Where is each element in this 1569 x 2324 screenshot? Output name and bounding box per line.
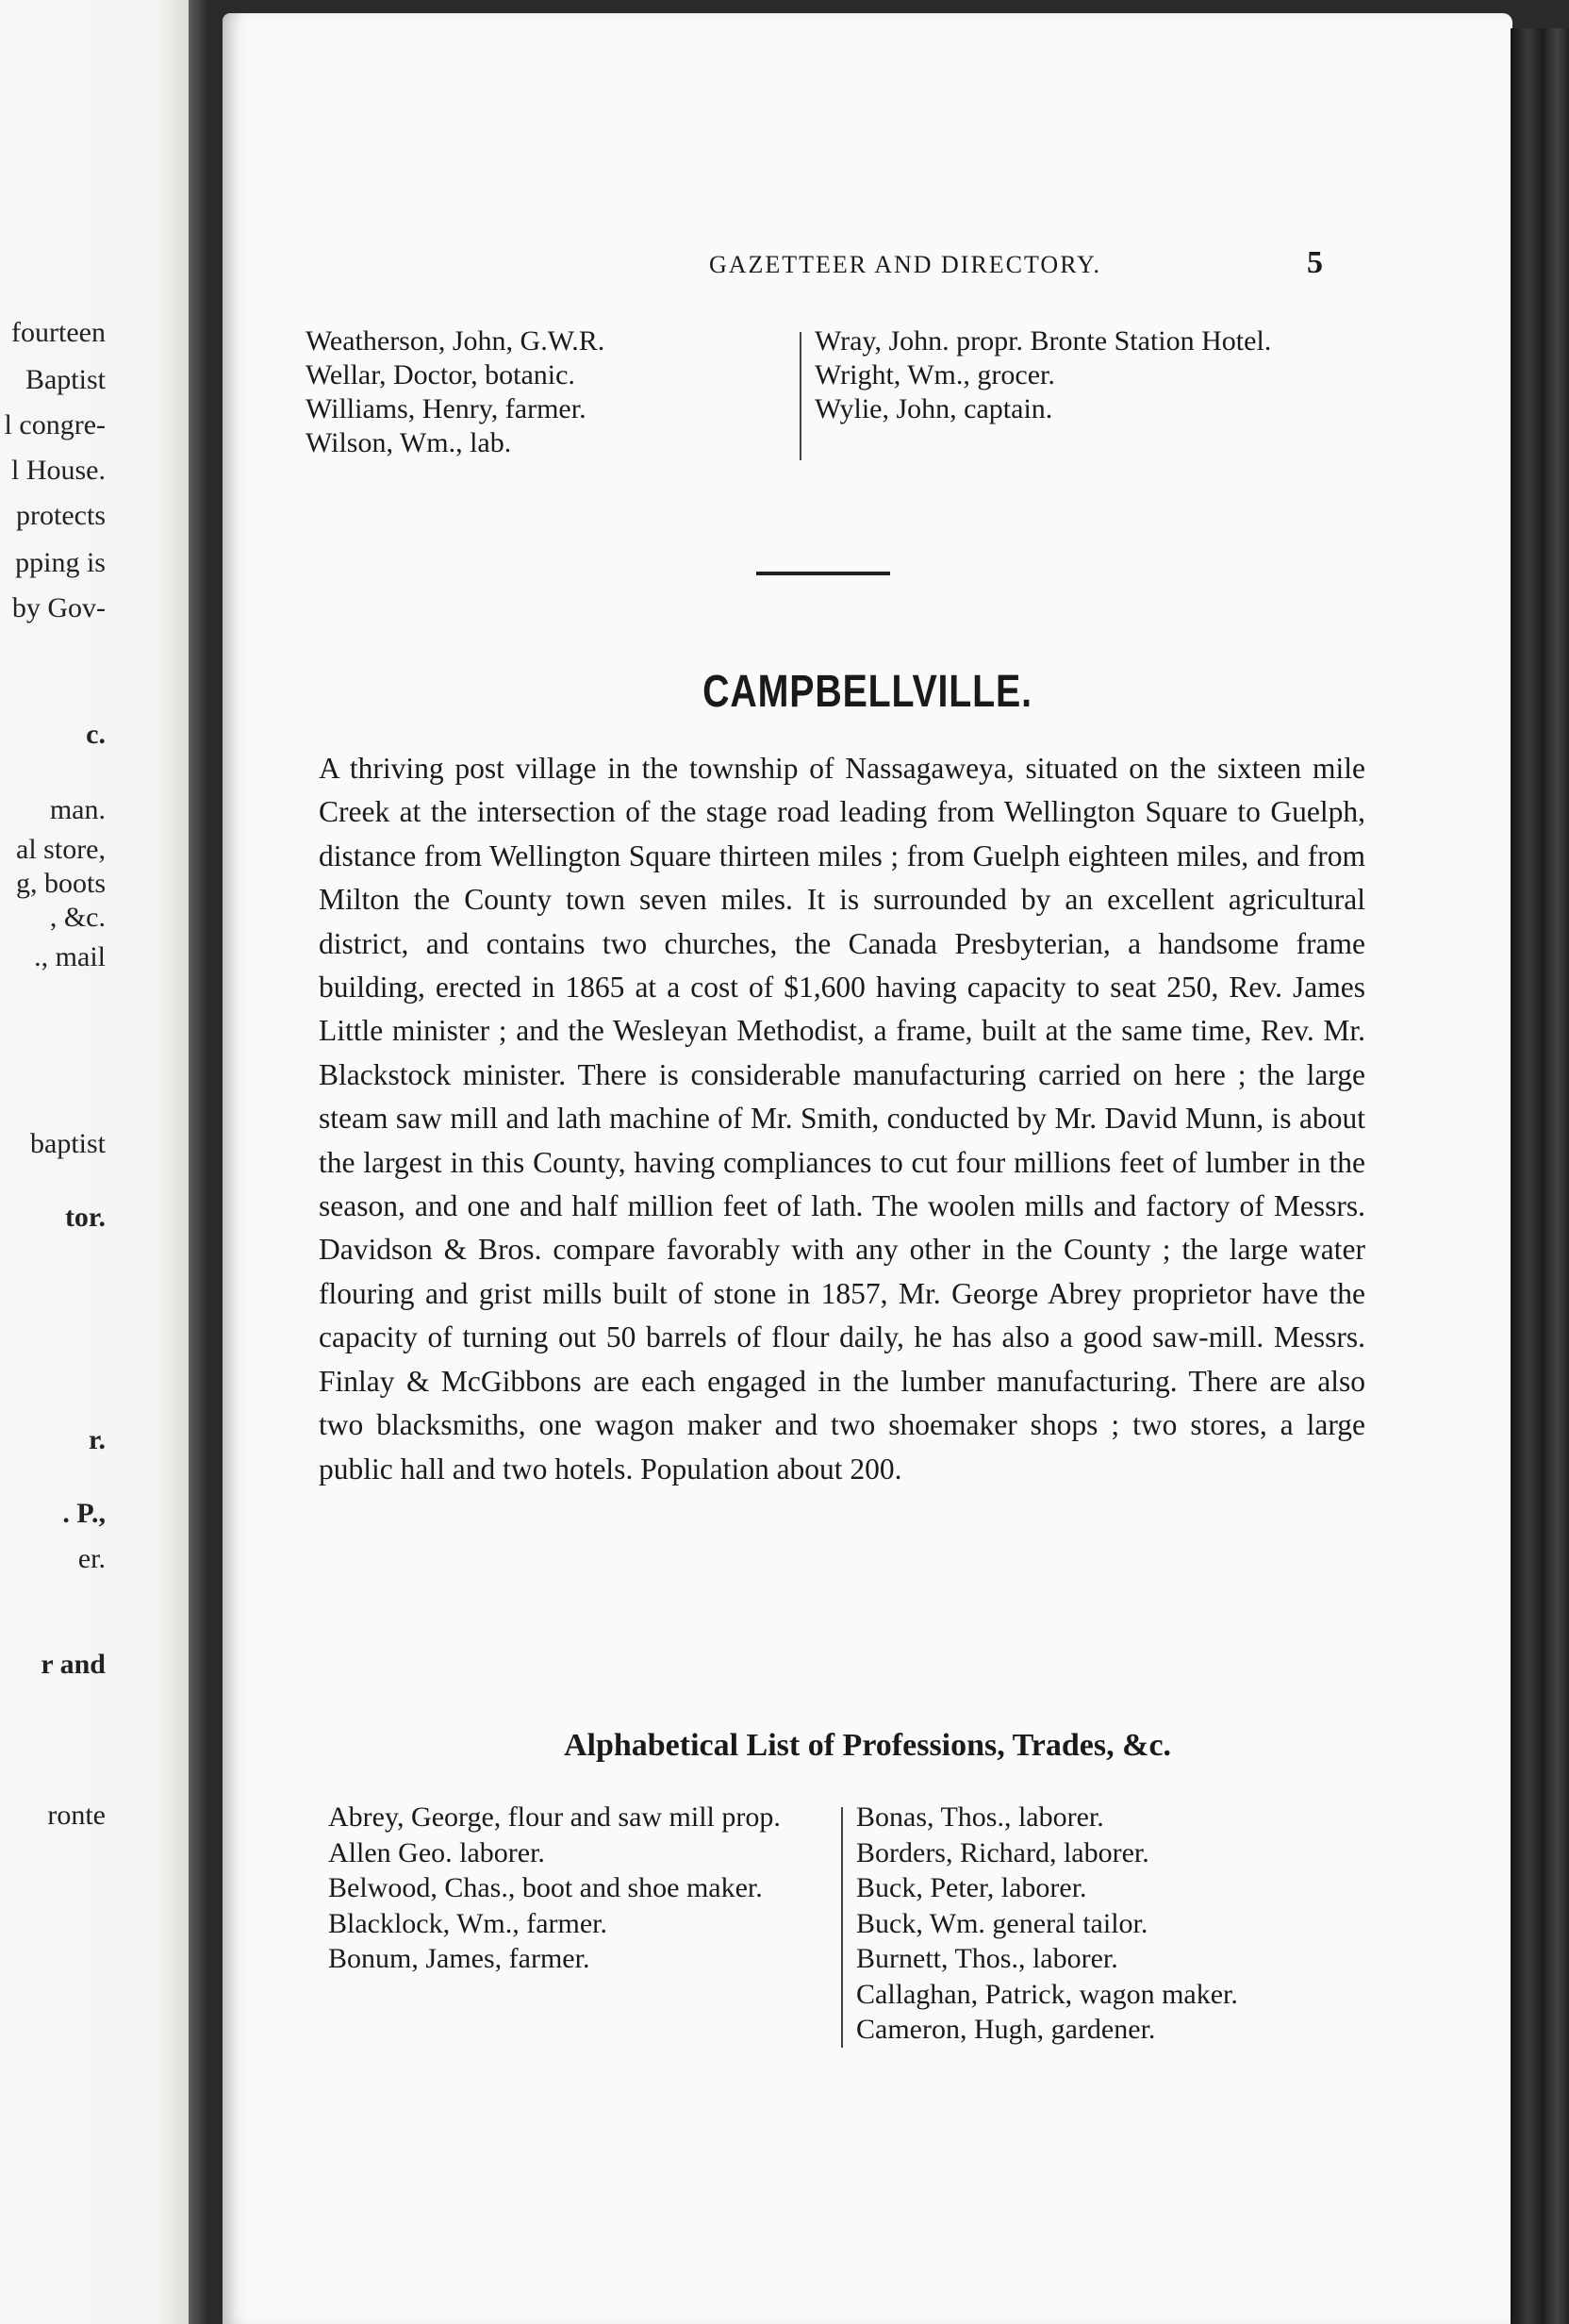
- left-fragment: er.: [77, 1543, 106, 1574]
- directory-column-left: [306, 324, 786, 460]
- directory-entry: Williams, Henry, farmer.: [306, 393, 586, 424]
- directory-column-right: [856, 1800, 1346, 2048]
- left-fragment: r.: [88, 1424, 106, 1455]
- column-divider: [841, 1807, 843, 2048]
- directory-entry: Buck, Wm. general tailor.: [856, 1907, 1148, 1939]
- directory-entry: Bonum, James, farmer.: [328, 1943, 590, 1974]
- left-fragment: , &c.: [49, 902, 106, 933]
- directory-entry: Wylie, John, captain.: [815, 393, 1053, 424]
- directory-entry: Abrey, George, flour and saw mill prop.: [328, 1801, 781, 1833]
- directory-entry: Allen Geo. laborer.: [328, 1836, 545, 1868]
- list-heading: Alphabetical List of Professions, Trades, &c.: [563, 1728, 1172, 1763]
- left-fragment: baptist: [30, 1128, 106, 1159]
- left-fragment: l congre-: [4, 409, 106, 440]
- left-fragment: fourteen: [11, 317, 106, 348]
- section-title: CAMPBELLVILLE.: [702, 667, 1032, 717]
- left-fragment: al store,: [16, 834, 106, 865]
- directory-entry: Burnett, Thos., laborer.: [856, 1943, 1118, 1974]
- left-fragment: r and: [41, 1649, 106, 1680]
- section-divider-rule: [756, 572, 890, 575]
- directory-entry: Wilson, Wm., lab.: [306, 427, 512, 458]
- directory-column-right: [815, 324, 1324, 460]
- left-fragment: l House.: [11, 455, 106, 486]
- left-fragment: Baptist: [25, 364, 106, 395]
- column-divider: [800, 332, 801, 460]
- directory-entry: Weatherson, John, G.W.R.: [306, 325, 605, 357]
- left-fragment: c.: [86, 719, 106, 750]
- left-fragment: ronte: [47, 1800, 106, 1831]
- right-page: [223, 13, 1512, 2324]
- directory-entry: Borders, Richard, laborer.: [856, 1836, 1149, 1868]
- bottom-directory-list: [328, 1800, 1346, 2048]
- left-fragment: pping is: [15, 547, 106, 578]
- paragraph-text: A thriving post village in the township of Nassagaweya, situated on the sixteen mile Creek at the intersection of the stage road leading from Wellington Square to Guelph, distance from Wellington Square thirteen miles ; from Guelph eighteen miles, and from Milton the County town seven miles. It is surrounded by an excellent agricultural district, and contains two churches, the Canada Presbyterian, a handsome frame building, erected in 1865 at a cost of $1,600 having capacity to seat 250, Rev. James Little minister ; and the Wesleyan Methodist, a frame, built at the same time, Rev. Mr. Blackstock minister. There is considerable manufacturing carried on here ; the large steam saw mill and lath machine of Mr. Smith, conducted by Mr. David Munn, is about the largest in this County, having compliances to cut four millions feet of lumber in the season, and one and half million feet of lath. The woolen mills and factory of Messrs. Davidson & Bros. compare favorably with any other in the County ; the large water flouring and grist mills built of stone in 1857, Mr. George Abrey proprietor have the capacity of turning out 50 barrels of flour daily, he has also a good saw-mill. Messrs. Finlay & McGibbons are each engaged in the lumber manufacturing. There are also two blacksmiths, one wagon maker and two shoemaker shops ; two stores, a large public hall and two hotels. Population about 200.: [319, 752, 1365, 1486]
- left-fragment: protects: [16, 500, 106, 531]
- directory-entry: Callaghan, Patrick, wagon maker.: [856, 1978, 1238, 2010]
- left-fragment: man.: [49, 794, 106, 825]
- directory-entry: Wright, Wm., grocer.: [815, 359, 1055, 390]
- directory-entry: Bonas, Thos., laborer.: [856, 1801, 1104, 1833]
- left-fragment: g, boots: [15, 868, 106, 899]
- left-fragment: by Gov-: [11, 592, 106, 623]
- directory-entry: Cameron, Hugh, gardener.: [856, 2014, 1156, 2045]
- left-fragment: ., mail: [34, 941, 106, 972]
- directory-entry: Wellar, Doctor, botanic.: [306, 359, 575, 390]
- page-number: 5: [1307, 245, 1323, 280]
- left-fragment: . P.,: [62, 1498, 106, 1529]
- page-stack-edge: [1511, 28, 1569, 2324]
- left-page-edge: [0, 0, 196, 2324]
- directory-entry: Blacklock, Wm., farmer.: [328, 1907, 608, 1939]
- directory-entry: Wray, John. propr. Bronte Station Hotel.: [815, 325, 1272, 357]
- running-head: GAZETTEER AND DIRECTORY.: [708, 251, 1102, 278]
- directory-column-left: [328, 1800, 828, 2048]
- directory-entry: Belwood, Chas., boot and shoe maker.: [328, 1872, 763, 1903]
- body-paragraph: [319, 747, 1365, 1491]
- left-fragment: tor.: [64, 1202, 106, 1233]
- directory-entry: Buck, Peter, laborer.: [856, 1872, 1087, 1903]
- top-directory-list: [306, 324, 1324, 460]
